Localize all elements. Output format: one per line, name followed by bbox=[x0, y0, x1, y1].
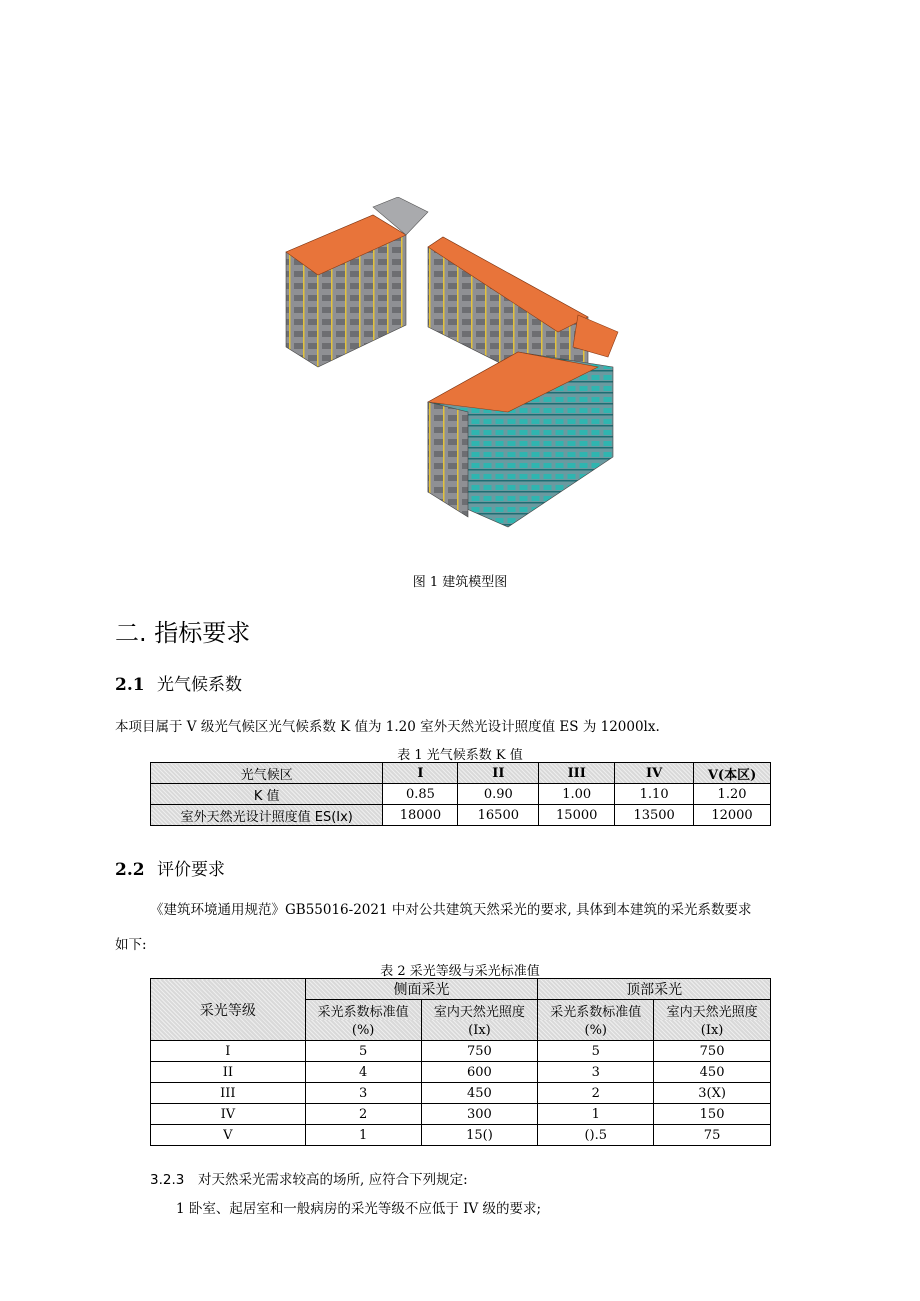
table-cell: III bbox=[151, 1083, 306, 1104]
table-cell: 750 bbox=[421, 1041, 538, 1062]
table-cell: ().5 bbox=[538, 1125, 654, 1146]
table-cell: 450 bbox=[654, 1062, 771, 1083]
table-cell: 3 bbox=[538, 1062, 654, 1083]
table2-group-row bbox=[151, 979, 771, 1000]
table2-sub-header: 采光系数标准值 bbox=[305, 1000, 421, 1021]
heading-2-2 bbox=[115, 855, 225, 880]
heading-2-1-title: 光气候系数 bbox=[157, 675, 242, 695]
table-cell: 150 bbox=[654, 1104, 771, 1125]
table-cell: 750 bbox=[654, 1041, 771, 1062]
table-cell: 1.10 bbox=[615, 784, 694, 805]
table-cell: 1.20 bbox=[694, 784, 771, 805]
table2-caption: 表 2 采光等级与采光标准值 bbox=[380, 964, 540, 979]
table2-sub-header: 室内天然光照度 bbox=[421, 1000, 538, 1021]
table-cell: 300 bbox=[421, 1104, 538, 1125]
table-cell: 3 bbox=[305, 1083, 421, 1104]
table-cell: 15() bbox=[421, 1125, 538, 1146]
table-row bbox=[151, 1062, 771, 1083]
table-cell: II bbox=[151, 1062, 306, 1083]
table-cell: 15000 bbox=[539, 805, 615, 826]
table-cell: 5 bbox=[305, 1041, 421, 1062]
table-cell: 1 bbox=[305, 1125, 421, 1146]
table2-level-header: 采光等级 bbox=[151, 979, 306, 1041]
table1-header-cell: III bbox=[539, 763, 615, 784]
table2-unit: (%) bbox=[538, 1020, 654, 1041]
table-row bbox=[151, 1083, 771, 1104]
table-cell: 75 bbox=[654, 1125, 771, 1146]
table1-header-cell: I bbox=[383, 763, 458, 784]
table2-unit: (%) bbox=[305, 1020, 421, 1041]
heading-2-1-number: 2.1 bbox=[115, 675, 145, 695]
table-cell: 2 bbox=[305, 1104, 421, 1125]
clause-item-1: 1 卧室、起居室和一般病房的采光等级不应低于 IV 级的要求; bbox=[176, 1201, 542, 1217]
table-cell: 13500 bbox=[615, 805, 694, 826]
table2-top-header: 顶部采光 bbox=[538, 979, 771, 1000]
table-cell: 16500 bbox=[458, 805, 539, 826]
table-cell: 1.00 bbox=[539, 784, 615, 805]
table2-side-header: 侧面采光 bbox=[305, 979, 538, 1000]
climate-paragraph: 本项目属于 V 级光气候区光气候系数 K 值为 1.20 室外天然光设计照度值 ES 为 12000lx. bbox=[115, 719, 660, 735]
table-cell: 0.90 bbox=[458, 784, 539, 805]
heading-2-1 bbox=[115, 670, 242, 695]
table-cell: 18000 bbox=[383, 805, 458, 826]
table-cell: 600 bbox=[421, 1062, 538, 1083]
table-cell: 4 bbox=[305, 1062, 421, 1083]
climate-coefficient-table bbox=[150, 762, 771, 826]
figure-caption: 图 1 建筑模型图 bbox=[412, 575, 508, 590]
table-cell: 12000 bbox=[694, 805, 771, 826]
building-model-figure bbox=[278, 197, 640, 537]
table1-header-cell: 光气候区 bbox=[151, 763, 383, 784]
heading-2-2-title: 评价要求 bbox=[157, 860, 225, 880]
table-cell: I bbox=[151, 1041, 306, 1062]
table-row bbox=[151, 1104, 771, 1125]
table1-caption: 表 1 光气候系数 K 值 bbox=[397, 748, 523, 763]
table-cell: 1 bbox=[538, 1104, 654, 1125]
building-model-illustration bbox=[278, 197, 640, 537]
table-row bbox=[151, 1125, 771, 1146]
clause-text: 对天然采光需求较高的场所, 应符合下列规定: bbox=[198, 1172, 468, 1188]
table1-header-cell: V(本区) bbox=[694, 763, 771, 784]
clause-number: 3.2.3 bbox=[150, 1172, 185, 1188]
requirement-paragraph-cont: 如下: bbox=[115, 937, 147, 953]
table-cell: 450 bbox=[421, 1083, 538, 1104]
table-cell: 3(X) bbox=[654, 1083, 771, 1104]
table1-header-cell: II bbox=[458, 763, 539, 784]
table2-unit: (Ix) bbox=[421, 1020, 538, 1041]
table1-header-row bbox=[151, 763, 771, 784]
table-cell: 5 bbox=[538, 1041, 654, 1062]
table-row bbox=[151, 784, 771, 805]
heading-2-2-number: 2.2 bbox=[115, 860, 145, 880]
table2-unit: (Ix) bbox=[654, 1020, 771, 1041]
table-row bbox=[151, 805, 771, 826]
clause-line bbox=[150, 1168, 468, 1188]
table-cell: 2 bbox=[538, 1083, 654, 1104]
daylight-level-table bbox=[150, 978, 771, 1146]
section-heading: 二. 指标要求 bbox=[115, 619, 251, 647]
table1-header-cell: IV bbox=[615, 763, 694, 784]
requirement-paragraph: 《建筑环境通用规范》GB55016-2021 中对公共建筑天然采光的要求, 具体到本建筑的采光系数要求 bbox=[150, 902, 752, 918]
table-cell: V bbox=[151, 1125, 306, 1146]
table-cell: IV bbox=[151, 1104, 306, 1125]
table1-row-label: 室外天然光设计照度值 ES(Ix) bbox=[151, 805, 383, 826]
table2-sub-header: 采光系数标准值 bbox=[538, 1000, 654, 1021]
table1-row-label: K 值 bbox=[151, 784, 383, 805]
table-row bbox=[151, 1041, 771, 1062]
table2-sub-header: 室内天然光照度 bbox=[654, 1000, 771, 1021]
table-cell: 0.85 bbox=[383, 784, 458, 805]
